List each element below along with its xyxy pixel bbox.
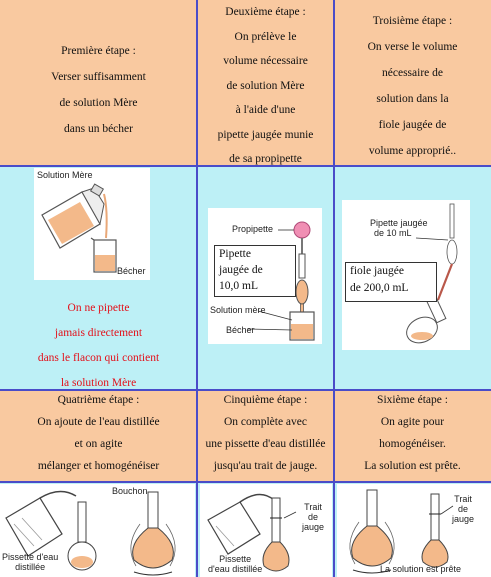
label-solution-prete: La solution est prête (380, 564, 462, 574)
label-becher: Bécher (117, 266, 146, 276)
pipette-info-box: Pipette jaugée de 10,0 mL (214, 245, 296, 297)
step6-text: Sixième étape : On agite pour homogénéiser. La solution est prête. (364, 394, 461, 472)
flask-icon (68, 502, 96, 570)
label-trait-1: Trait de jauge (302, 502, 325, 532)
volumetric-flask-icon (422, 494, 448, 567)
step2-text: Deuxième étape : On prélève le volume nécessaire de solution Mère à l'aide d'une pipette jaugée munie de sa propipette (217, 6, 314, 165)
propipette-bulb-icon (294, 222, 310, 238)
flask-info-box: fiole jaugée de 200,0 mL (345, 262, 437, 302)
beaker-icon (91, 238, 116, 272)
warning-text: On ne pipette jamais directement dans le flacon qui contient la solution Mère (37, 302, 160, 389)
label-solution-mere: Solution Mère (37, 170, 93, 180)
wash-bottle-icon (208, 494, 274, 554)
step5-text: Cinquième étape : On complète avec une pissette d'eau distillée jusqu'au trait de jauge. (205, 394, 326, 472)
grid-line-h2 (0, 389, 491, 391)
pouring-stream (104, 194, 107, 238)
step3-text: Troisième étape : On verse le volume nécessaire de solution dans la fiole jaugée de volume approprié.. (367, 15, 458, 157)
label-pissette-2: Pissette d'eau distillée (208, 554, 263, 574)
label-trait-2: Trait de jauge (452, 494, 475, 524)
wash-bottle-icon (6, 491, 76, 556)
pouring-bottle-illustration (34, 180, 150, 280)
label-pipette-jaugee: Pipette jaugée de 10 mL (370, 218, 428, 238)
reagent-bottle-icon (42, 184, 104, 248)
label-propipette: Propipette (232, 224, 274, 234)
step4-text: Quatrième étape : On ajoute de l'eau distillée et on agite mélanger et homogénéiser (37, 394, 160, 472)
grid-line-h3 (0, 481, 491, 483)
grid-line-v2 (333, 0, 335, 577)
label-becher-small: Bécher (226, 325, 255, 335)
label-bouchon: Bouchon (112, 486, 148, 496)
shaking-flask-icon (350, 490, 394, 573)
pipette-jaugee-icon (438, 204, 457, 300)
grid-line-h1 (0, 165, 491, 167)
grid-line-v1 (196, 0, 198, 577)
step1-text: Première étape : Verser suffisamment de solution Mère dans un bécher (51, 45, 146, 135)
volumetric-flask-icon (263, 498, 289, 571)
shaking-flask-icon (131, 492, 175, 575)
beaker-small-icon (290, 312, 314, 340)
label-solution-mere-small: Solution mère (210, 305, 266, 315)
label-pissette-1: Pissette d'eau distillée (2, 552, 59, 572)
